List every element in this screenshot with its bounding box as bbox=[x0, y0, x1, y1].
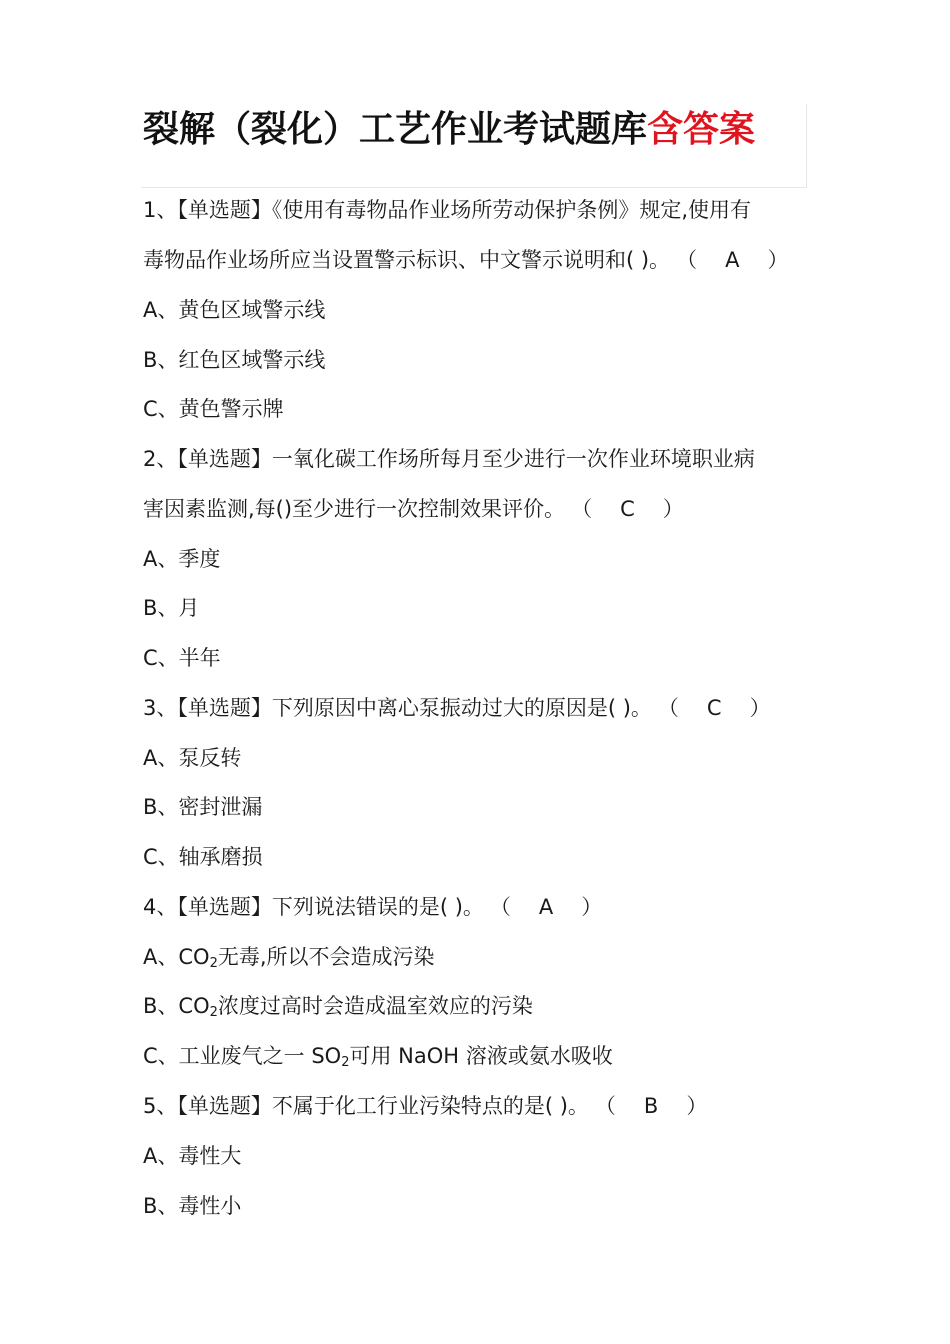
q4-stem-line1: 4、【单选题】下列说法错误的是( )。 （ A ） bbox=[143, 892, 602, 922]
q5-option-b: B、毒性小 bbox=[143, 1194, 242, 1218]
q4-option-c: C、工业废气之一 $SO_2$可用 NaOH 溶液或氨水吸收 bbox=[143, 1044, 613, 1070]
q2-option-a: A、季度 bbox=[143, 547, 221, 571]
q2-answer: （ C ） bbox=[571, 497, 684, 521]
q5-option-a: A、毒性大 bbox=[143, 1144, 242, 1168]
q1-answer: （ A ） bbox=[676, 248, 789, 272]
q3-answer: （ C ） bbox=[657, 696, 771, 720]
q1-stem-line1: 1、【单选题】《使用有毒物品作业场所劳动保护条例》规定,使用有 bbox=[143, 198, 752, 222]
q3-option-c: C、轴承磨损 bbox=[143, 845, 263, 869]
q1-option-a: A、黄色区域警示线 bbox=[143, 298, 326, 322]
q2-option-c: C、半年 bbox=[143, 646, 221, 670]
q3-option-a: A、泵反转 bbox=[143, 746, 242, 770]
q2-stem-line1: 2、【单选题】一氧化碳工作场所每月至少进行一次作业环境职业病 bbox=[143, 447, 755, 471]
q2-stem-line2: 害因素监测,每()至少进行一次控制效果评价。 （ C ） bbox=[143, 494, 684, 524]
page-title bbox=[143, 104, 755, 156]
title-highlight: 含答案 bbox=[647, 109, 756, 150]
q1-option-c: C、黄色警示牌 bbox=[143, 397, 284, 421]
q5-answer: （ B ） bbox=[594, 1094, 708, 1118]
q1-option-b: B、红色区域警示线 bbox=[143, 348, 326, 372]
q3-option-b: B、密封泄漏 bbox=[143, 795, 263, 819]
q4-answer: （ A ） bbox=[489, 895, 603, 919]
q4-option-b: B、$CO_2$浓度过高时会造成温室效应的污染 bbox=[143, 994, 533, 1020]
q1-stem-line2: 毒物品作业场所应当设置警示标识、中文警示说明和( )。 （ A ） bbox=[143, 245, 788, 275]
title-main: 裂解（裂化）工艺作业考试题库 bbox=[143, 109, 648, 150]
q5-stem-line1: 5、【单选题】不属于化工行业污染特点的是( )。 （ B ） bbox=[143, 1091, 707, 1121]
q4-option-a: A、$CO_2$无毒,所以不会造成污染 bbox=[143, 945, 435, 971]
q3-stem-line1: 3、【单选题】下列原因中离心泵振动过大的原因是( )。 （ C ） bbox=[143, 693, 771, 723]
q2-option-b: B、月 bbox=[143, 596, 200, 620]
